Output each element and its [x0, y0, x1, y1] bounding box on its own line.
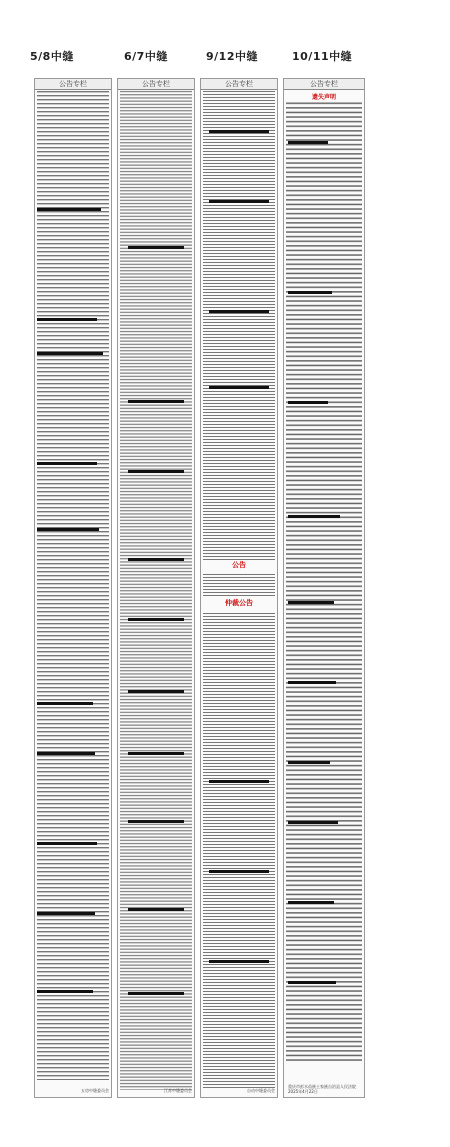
column-footer: 江苏中缝委员会 [164, 1088, 192, 1093]
column-date-label-3: 9/12中缝 [206, 50, 258, 63]
column-body [35, 90, 111, 1096]
column-date-label-2: 6/7中缝 [124, 50, 168, 63]
column-footer: 五房中缝委员会 [81, 1088, 109, 1093]
dense-text-block [201, 90, 277, 1096]
dense-text-block [118, 90, 194, 1096]
column-body [118, 90, 194, 1096]
column-header: 公告专栏 [284, 79, 364, 90]
notice-column-3 [200, 78, 278, 1098]
column-header: 公告专栏 [35, 79, 111, 90]
dense-text-block [284, 101, 364, 1096]
column-date-label-1: 5/8中缝 [30, 50, 74, 63]
notice-column-2 [117, 78, 195, 1098]
notice-column-1 [34, 78, 112, 1098]
column-body [201, 90, 277, 1096]
column-footer: 重庆市彭水苗族土家族自治县人民法院 2025年4月22日 [288, 1084, 356, 1094]
dense-text-block [35, 90, 111, 1096]
column-body [284, 90, 364, 1096]
notice-heading: 公告 [232, 561, 246, 569]
arbitration-heading: 仲裁公告 [225, 599, 253, 607]
column-header: 公告专栏 [118, 79, 194, 90]
column-footer: 自动中缝委员会 [247, 1088, 275, 1093]
lost-notice-heading: 遗失声明 [311, 94, 336, 101]
column-header: 公告专栏 [201, 79, 277, 90]
column-date-label-4: 10/11中缝 [292, 50, 353, 63]
notice-column-4 [283, 78, 365, 1098]
